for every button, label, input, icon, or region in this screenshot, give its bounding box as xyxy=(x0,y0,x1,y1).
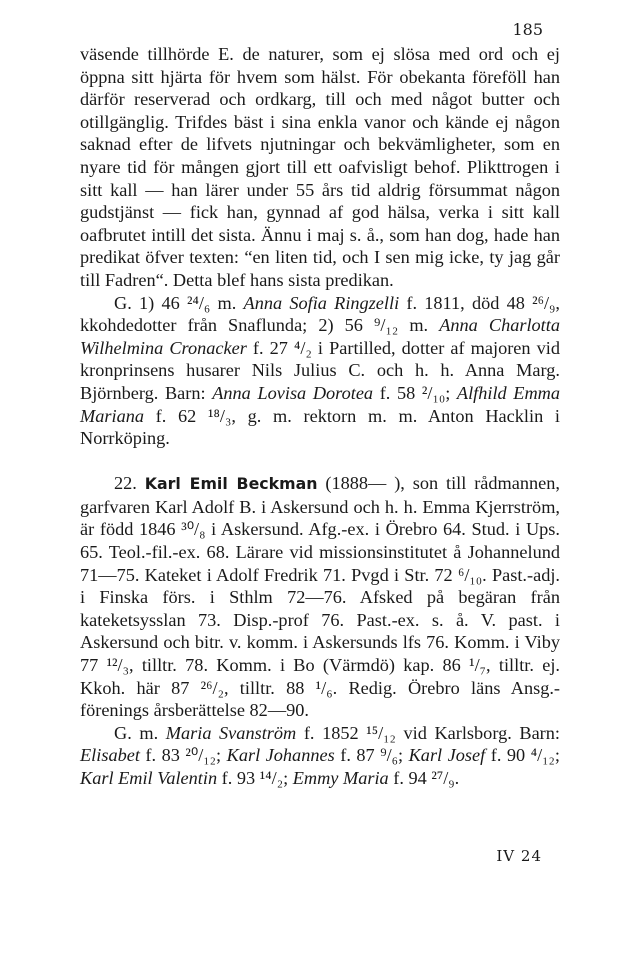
text-span: f. 93 ¹⁴/₂; xyxy=(217,768,293,788)
entry-number: 22. xyxy=(114,473,145,494)
child-name: Emmy Maria xyxy=(292,768,389,788)
spouse-name: Anna Charlotta Wilhelmina Cronacker xyxy=(80,315,560,358)
text-span: f. 1852 ¹⁵/₁₂ vid Karlsborg. Barn: xyxy=(296,722,560,743)
text-span: f. 1811, död 48 ²⁶/₉, kkohdedotter från Snaflunda; 2) 56 ⁹/₁₂ m. xyxy=(80,292,560,336)
text-span: f. 58 ²/₁₀; xyxy=(373,382,457,403)
signature-mark: IV 24 xyxy=(496,847,542,865)
text-span: G. 1) 46 ²⁴/₆ m. xyxy=(114,292,244,313)
child-name: Anna Lovisa Dorotea xyxy=(212,382,374,403)
paragraph-obituary-end: väsende tillhörde E. de naturer, som ej slösa med ord och ej öppna sitt hjärta för hvem som hälst. För obekanta föreföll han därför reserverad och ordkarg, till och med något butter och otillgänglig. Trifdes bäst i sina enkla vanor och kände ej någon saknad efter de lifvets njutningar och bekvämligheter, som en nyare tid för mången gjort till ett oafvisligt behof. Plikttrogen i sitt kall — han lärer under 55 års tid aldrig försummat någon gudstjänst — fick han, gynnad af god hälsa, verka i sitt kall oafbrutet intill det sista. Ännu i maj s. å., som han dog, hade han predikat öfver texten: “en liten tid, och I sen mig icke, ty jag går till Fadren“. Detta blef hans sista predikan. xyxy=(80,44,560,290)
paragraph-marriages xyxy=(80,292,560,450)
page-number: 185 xyxy=(512,20,543,39)
text-span: f. 83 ²⁰/₁₂; xyxy=(139,745,227,766)
text-span: f. 87 ⁹/₆; xyxy=(334,745,409,766)
child-name: Karl Johannes xyxy=(226,745,335,766)
text-span: G. m. xyxy=(114,722,166,743)
text-span: (1888— ), son till rådmannen, garfvaren Karl Adolf B. i Askersund och h. h. Emma Kjerrström, är född 1846 ³⁰/₈ i Askersund. Afg.-ex. i Örebro 64. Stud. i Ups. 65. Teol.-fil.-ex. 68. Lärare vid missionsinstitutet å Johannelund 71—75. Kateket i Adolf Fredrik 71. Pvgd i Str. 72 ⁶/₁₀. Past.-adj. i Finska förs. i Sthlm 72—76. Afsked på begäran från kateketsysslan 73. Disp.-prof 76. Past.-ex. s. å. V. past. i Askersund och bitr. v. komm. i Askersunds lfs 76. Komm. i Viby 77 ¹²/₃, tilltr. 78. Komm. i Bo (Värmdö) kap. 86 ¹/₇, tilltr. ej. Kkoh. här 87 ²⁶/₂, tilltr. 88 ¹/₆. Redig. Örebro läns Ansg.-förenings årsberättelse 82—90. xyxy=(80,473,561,721)
text-span: f. 94 ²⁷/₉. xyxy=(388,768,460,788)
text-span: f. 62 ¹⁸/₃, g. m. rektorn m. m. Anton Hacklin i Norrköping. xyxy=(80,405,560,449)
spouse-name: Anna Sofia Ringzelli xyxy=(243,292,400,313)
text-span: f. 90 ⁴/₁₂; xyxy=(485,745,560,766)
child-name: Karl Josef xyxy=(408,745,486,766)
entry-name: Karl Emil Beckman xyxy=(144,474,318,494)
child-name: Karl Emil Valentin xyxy=(80,768,218,788)
text-span: f. 27 ⁴/₂ i Partilled, dotter af majoren vid kronprinsens husarer Nils Julius C. och h. h. Anna Marg. Björnberg. Barn: xyxy=(80,337,560,403)
paragraph-family xyxy=(80,722,560,790)
child-name: Elisabet xyxy=(80,745,140,766)
child-name: Alfhild Emma Mariana xyxy=(80,382,561,426)
paragraph-entry-22 xyxy=(80,472,560,722)
spouse-name: Maria Svanström xyxy=(165,722,297,743)
text-body xyxy=(80,43,560,790)
